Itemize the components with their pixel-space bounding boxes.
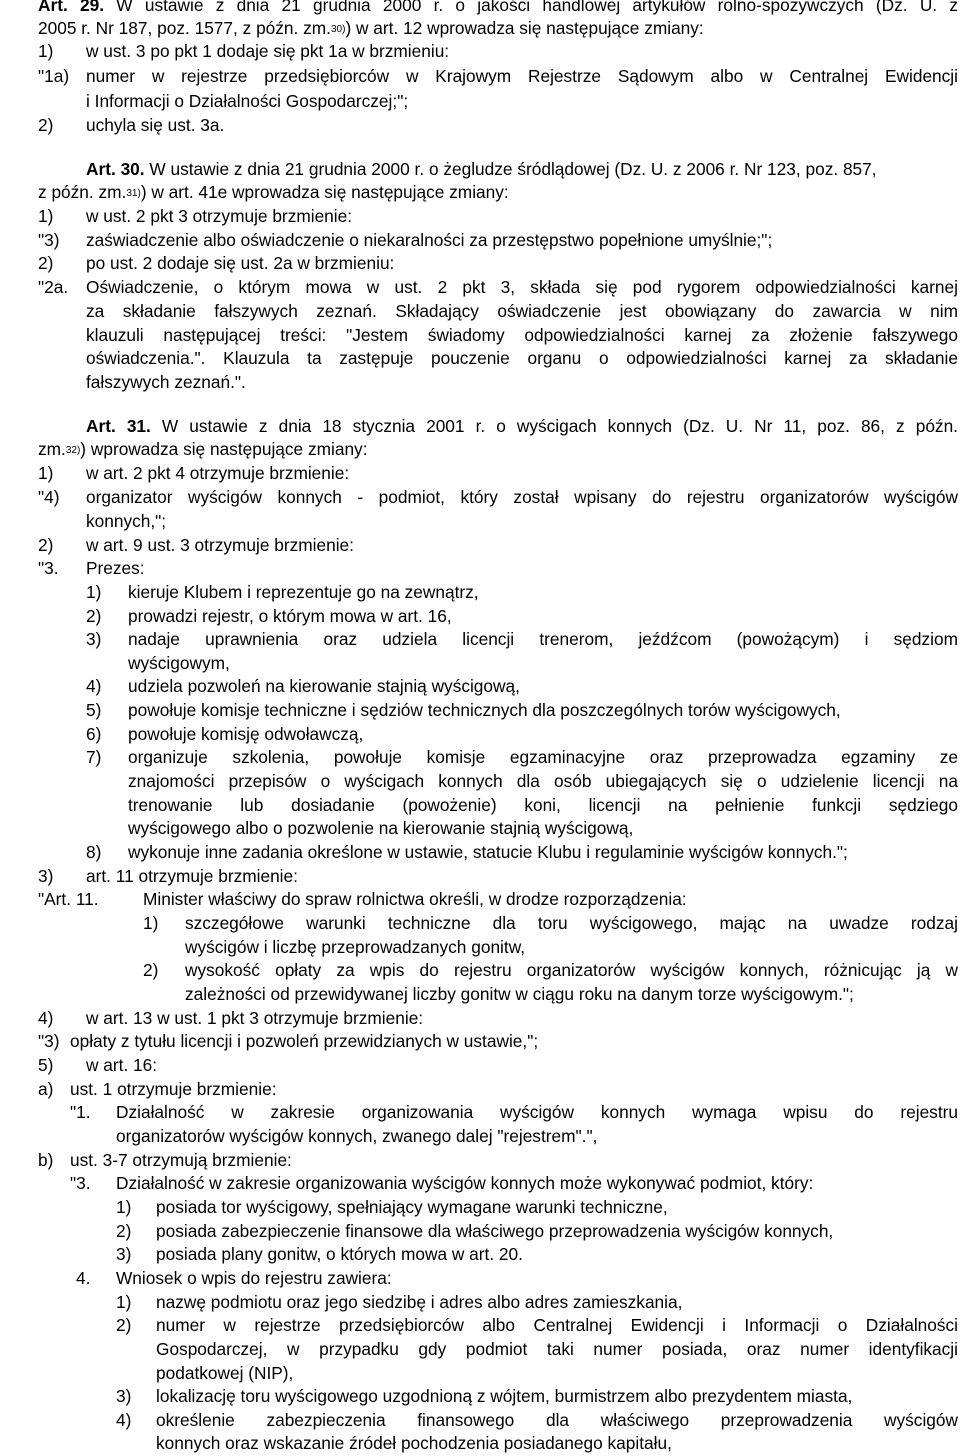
text-segment: nazwę podmiotu oraz jego siedzibę i adres albo adres zamieszkania, (156, 1292, 683, 1312)
text-segment: udziela pozwoleń na kierowanie stajnią wyścigową, (128, 676, 520, 696)
text-segment: organizatorów wyścigów konnych, zwanego dalej "rejestrem".", (116, 1126, 598, 1146)
text-line (86, 371, 246, 395)
text-segment: kieruje Klubem i reprezentuje go na zewnątrz, (128, 582, 479, 602)
text-line (38, 534, 53, 558)
text-segment: zaświadczenie albo oświadczenie o niekaralności za przestępstwo popełnione umyślnie;"; (86, 230, 773, 250)
text-line (38, 205, 53, 229)
text-line (38, 181, 509, 205)
text-segment: "4) (38, 487, 60, 507)
text-segment: za składanie fałszywych zeznań. Składający oświadczenie jest obowiązany do zawarcia w nim (86, 301, 958, 321)
text-line (86, 300, 958, 324)
text-line (116, 1314, 131, 1338)
footnote-ref: 30) (331, 24, 346, 35)
text-segment: wyścigowego albo o pozwolenie na kierowanie stajnią wyścigową, (128, 818, 634, 838)
text-line (86, 347, 958, 371)
text-segment: Oświadczenie, o którym mowa w ust. 2 pkt 3, składa się pod rygorem odpowiedzialności karnej (86, 277, 958, 297)
text-line (156, 1432, 672, 1456)
text-segment: 1) (38, 463, 54, 483)
text-line (86, 534, 354, 558)
text-line (128, 628, 958, 652)
text-line (156, 1220, 833, 1244)
text-line (128, 699, 841, 723)
text-segment: w art. 9 ust. 3 otrzymuje brzmienie: (86, 535, 354, 555)
text-segment: "2a. (38, 277, 69, 297)
text-segment: numer w rejestrze przedsiębiorców albo Centralnej Ewidencji i Informacji o Działalności (156, 1315, 958, 1335)
text-line (86, 114, 224, 138)
text-line (185, 983, 854, 1007)
text-line (86, 1007, 423, 1031)
text-segment: "3. (38, 558, 59, 578)
text-line (86, 415, 958, 439)
text-segment: ) w art. 41e wprowadza się następujące zmiany: (140, 182, 509, 202)
text-line (128, 605, 452, 629)
text-segment: "1. (70, 1102, 91, 1122)
text-line (143, 959, 158, 983)
text-segment: Minister właściwy do spraw rolnictwa określi, w drodze rozporządzenia: (143, 889, 687, 909)
text-segment: 2) (116, 1221, 132, 1241)
text-line (86, 324, 958, 348)
text-line (156, 1314, 958, 1338)
footnote-ref: 31) (126, 188, 141, 199)
text-segment: 3) (86, 629, 102, 649)
text-line (38, 557, 59, 581)
text-segment: konnych oraz wskazanie źródeł pochodzenia posiadanego kapitału, (156, 1433, 672, 1453)
text-segment: posiada tor wyścigowy, spełniający wymagane warunki techniczne, (156, 1197, 668, 1217)
text-line (70, 1149, 292, 1173)
text-segment: 2) (86, 606, 102, 626)
text-line (38, 438, 368, 462)
text-line (76, 1267, 90, 1291)
text-line (38, 1054, 53, 1078)
text-segment: 6) (86, 724, 102, 744)
text-line (86, 158, 877, 182)
text-line (86, 841, 101, 865)
text-line (86, 699, 101, 723)
text-segment: trenowanie lub dosiadanie (powożenie) koni, licencji na pełnienie funkcji sędziego (128, 795, 958, 815)
text-segment: ) w art. 12 wprowadza się następujące zmiany: (345, 18, 704, 38)
text-line (86, 252, 394, 276)
text-segment: 8) (86, 842, 102, 862)
text-line (38, 1007, 53, 1031)
text-segment: 7) (86, 747, 102, 767)
text-segment: wykonuje inne zadania określone w ustawie, statucie Klubu i regulaminie wyścigów konnych."; (128, 842, 848, 862)
text-line (128, 817, 633, 841)
text-segment: w art. 13 w ust. 1 pkt 3 otrzymuje brzmienie: (86, 1008, 424, 1028)
text-segment: opłaty z tytułu licencji i pozwoleń przewidzianych w ustawie,"; (70, 1031, 539, 1051)
text-segment: i Informacji o Działalności Gospodarczej;"; (86, 91, 409, 111)
text-segment: powołuje komisję odwoławczą, (128, 724, 364, 744)
text-line (128, 581, 479, 605)
text-line (86, 581, 101, 605)
text-line (116, 1267, 392, 1291)
text-segment: 2005 r. Nr 187, poz. 1577, z późn. zm. (38, 18, 331, 38)
text-line (128, 746, 958, 770)
text-segment: wyścigowym, (128, 653, 230, 673)
text-line (128, 770, 958, 794)
text-line (38, 0, 958, 18)
text-segment: klauzuli następującej treści: "Jestem świadomy odpowiedzialności karnej za złożenie fałszywego (86, 325, 958, 345)
text-line (86, 229, 772, 253)
text-segment: 3) (116, 1386, 132, 1406)
text-segment: 1) (143, 913, 159, 933)
text-segment: zależności od przewidywanej liczby gonitw w ciągu roku na danym torze wyścigowym."; (185, 984, 854, 1004)
text-segment: uchyla się ust. 3a. (86, 115, 225, 135)
text-line (86, 510, 166, 534)
text-line (38, 865, 53, 889)
text-segment: w art. 16: (86, 1055, 158, 1075)
text-segment: "3) (38, 1031, 60, 1051)
text-line (116, 1409, 131, 1433)
text-line (156, 1196, 668, 1220)
article-number: Art. 29. (38, 0, 105, 15)
text-line (86, 723, 101, 747)
text-segment: posiada plany gonitw, o których mowa w art. 20. (156, 1244, 523, 1264)
article-number: Art. 30. (86, 159, 145, 179)
text-line (185, 936, 525, 960)
text-line (86, 746, 101, 770)
text-line (38, 229, 60, 253)
text-segment: 1) (116, 1292, 132, 1312)
text-line (38, 1078, 53, 1102)
text-segment: w art. 2 pkt 4 otrzymuje brzmienie: (86, 463, 350, 483)
text-segment: fałszywych zeznań.". (86, 372, 246, 392)
text-segment: wysokość opłaty za wpis do rejestru organizatorów wyścigów konnych, różnicując ją w (185, 960, 958, 980)
text-segment: Wniosek o wpis do rejestru zawiera: (116, 1268, 392, 1288)
text-line (185, 959, 958, 983)
text-segment: zm. (38, 439, 66, 459)
text-segment: 2) (38, 535, 54, 555)
text-line (156, 1291, 682, 1315)
text-line (38, 40, 53, 64)
text-line (116, 1172, 813, 1196)
text-line (86, 486, 958, 510)
text-line (38, 17, 704, 41)
text-line (38, 65, 69, 89)
text-segment: po ust. 2 dodaje się ust. 2a w brzmieniu: (86, 253, 395, 273)
text-segment: 4. (76, 1268, 91, 1288)
text-segment: Działalność w zakresie organizowania wyścigów konnych może wykonywać podmiot, który: (116, 1173, 814, 1193)
text-segment: z późn. zm. (38, 182, 127, 202)
text-segment: 2) (116, 1315, 132, 1335)
text-line (128, 675, 520, 699)
text-segment: 4) (38, 1008, 54, 1028)
text-segment: 3) (116, 1244, 132, 1264)
text-line (70, 1030, 538, 1054)
text-line (86, 462, 349, 486)
text-line (86, 40, 449, 64)
text-segment: oświadczenia.". Klauzula ta zastępuje pouczenie organu o odpowiedzialności karnej za składanie (86, 348, 958, 368)
text-segment: 4) (116, 1410, 132, 1430)
text-line (86, 557, 145, 581)
text-line (86, 205, 352, 229)
text-segment: W ustawie z dnia 21 grudnia 2000 r. o jakości handlowej artykułów rolno-spożywczych (Dz. U. z (104, 0, 958, 15)
text-segment: powołuje komisje techniczne i sędziów technicznych dla poszczególnych torów wyścigowych, (128, 700, 841, 720)
text-segment: posiada zabezpieczenie finansowe dla właściwego przeprowadzenia wyścigów konnych, (156, 1221, 834, 1241)
text-segment: Gospodarczej, w przypadku gdy podmiot taki numer posiada, oraz numer identyfikacji (156, 1339, 958, 1359)
text-segment: ust. 1 otrzymuje brzmienie: (70, 1079, 277, 1099)
text-line (143, 912, 158, 936)
text-line (38, 888, 99, 912)
text-segment: b) (38, 1150, 54, 1170)
text-segment: 1) (38, 41, 54, 61)
text-line (38, 1149, 53, 1173)
text-segment: "Art. 11. (38, 889, 99, 909)
text-line (156, 1338, 958, 1362)
footnote-ref: 32) (65, 445, 81, 456)
text-segment: ust. 3-7 otrzymują brzmienie: (70, 1150, 292, 1170)
text-segment: "1a) (38, 66, 70, 86)
text-line (143, 888, 687, 912)
text-line (38, 252, 53, 276)
text-segment: konnych,"; (86, 511, 167, 531)
text-segment: 4) (86, 676, 102, 696)
text-line (156, 1385, 852, 1409)
text-line (86, 65, 958, 89)
text-segment: "3. (70, 1173, 91, 1193)
text-segment: w ust. 3 po pkt 1 dodaje się pkt 1a w brzmieniu: (86, 41, 450, 61)
text-segment: 3) (38, 866, 54, 886)
text-line (116, 1101, 958, 1125)
text-segment: ) wprowadza się następujące zmiany: (80, 439, 368, 459)
text-segment: 1) (86, 582, 102, 602)
text-line (86, 1054, 157, 1078)
text-line (38, 486, 60, 510)
text-segment: W ustawie z dnia 21 grudnia 2000 r. o żegludze śródlądowej (Dz. U. z 2006 r. Nr 123, poz. 857, (144, 159, 877, 179)
text-segment: 5) (38, 1055, 54, 1075)
text-segment: organizuje szkolenia, powołuje komisje egzaminacyjne oraz przeprowadza egzaminy ze (128, 747, 958, 767)
text-segment: podatkowej (NIP), (156, 1363, 294, 1383)
text-segment: 1) (116, 1197, 132, 1217)
text-line (128, 794, 958, 818)
text-segment: określenie zabezpieczenia finansowego dla właściwego przeprowadzenia wyścigów (156, 1410, 958, 1430)
text-line (156, 1362, 293, 1386)
text-line (156, 1243, 523, 1267)
article-number: Art. 31. (86, 416, 151, 436)
text-segment: 2) (38, 115, 54, 135)
text-line (116, 1243, 131, 1267)
text-line (116, 1196, 131, 1220)
text-line (86, 276, 958, 300)
text-line (128, 723, 363, 747)
text-segment: 2) (38, 253, 54, 273)
text-line (128, 841, 848, 865)
text-line (128, 652, 230, 676)
text-line (86, 605, 101, 629)
text-line (86, 675, 101, 699)
text-segment: 2) (143, 960, 159, 980)
text-segment: organizator wyścigów konnych - podmiot, który został wpisany do rejestru organizatorów wyścigów (86, 487, 958, 507)
text-line (116, 1220, 131, 1244)
text-line (38, 114, 53, 138)
text-segment: art. 11 otrzymuje brzmienie: (86, 866, 298, 886)
text-segment: 5) (86, 700, 102, 720)
text-line (116, 1385, 131, 1409)
text-line (86, 865, 298, 889)
text-line (185, 912, 958, 936)
text-segment: Działalność w zakresie organizowania wyścigów konnych wymaga wpisu do rejestru (116, 1102, 958, 1122)
text-segment: prowadzi rejestr, o którym mowa w art. 16, (128, 606, 452, 626)
text-segment: znajomości przepisów o wyścigach konnych dla osób ubiegających się o udzielenie licencji na (128, 771, 958, 791)
text-segment: "3) (38, 230, 60, 250)
text-line (38, 276, 68, 300)
text-line (38, 462, 53, 486)
text-segment: wyścigów i liczbę przeprowadzanych gonitw, (185, 937, 526, 957)
text-line (38, 1030, 60, 1054)
text-line (156, 1409, 958, 1433)
text-segment: szczegółowe warunki techniczne dla toru wyścigowego, mając na uwadze rodzaj (185, 913, 958, 933)
text-line (86, 628, 101, 652)
text-segment: W ustawie z dnia 18 stycznia 2001 r. o wyścigach konnych (Dz. U. Nr 11, poz. 86, z późn. (150, 416, 958, 436)
text-segment: Prezes: (86, 558, 145, 578)
text-segment: nadaje uprawnienia oraz udziela licencji trenerom, jeźdźcom (powożącym) i sędziom (128, 629, 958, 649)
text-line (116, 1291, 131, 1315)
text-segment: lokalizację toru wyścigowego uzgodnioną z wójtem, burmistrzem albo prezydentem miasta, (156, 1386, 853, 1406)
text-segment: 1) (38, 206, 54, 226)
text-line (70, 1078, 277, 1102)
text-line (86, 90, 408, 114)
text-line (116, 1125, 597, 1149)
text-line (70, 1101, 91, 1125)
text-segment: a) (38, 1079, 54, 1099)
text-segment: w ust. 2 pkt 3 otrzymuje brzmienie: (86, 206, 353, 226)
text-segment: numer w rejestrze przedsiębiorców w Krajowym Rejestrze Sądowym albo w Centralnej Ewidencji (86, 66, 958, 86)
text-line (70, 1172, 91, 1196)
